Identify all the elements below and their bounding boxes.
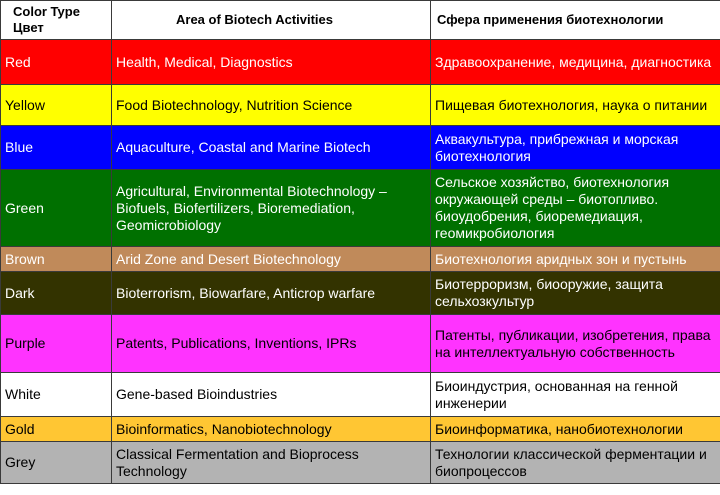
header-row [1, 1, 720, 40]
cell-area-ru: Здравоохранение, медицина, диагностика [431, 40, 720, 85]
cell-area-ru: Патенты, публикации, изобретения, права на интеллектуальную собственность [431, 315, 720, 373]
table-row [1, 126, 720, 170]
cell-color-type: Blue [1, 126, 112, 170]
header-area: Area of Biotech Activities [112, 1, 431, 40]
cell-area-ru: Пищевая биотехнология, наука о питании [431, 85, 720, 126]
cell-area-ru: Биоинформатика, нанобиотехнологии [431, 417, 720, 442]
cell-area-ru: Биоиндустрия, основанная на генной инженерии [431, 373, 720, 417]
cell-area-ru: Аквакультура, прибрежная и морская биотехнология [431, 126, 720, 170]
cell-area-ru: Сельское хозяйство, биотехнология окружающей среды – биотопливо. биоудобрения, биоремедиация, геомикробиология [431, 170, 720, 247]
cell-color-type: White [1, 373, 112, 417]
cell-area: Classical Fermentation and Bioprocess Technology [112, 442, 431, 484]
table-header [1, 1, 720, 40]
cell-color-type: Yellow [1, 85, 112, 126]
header-color-type-en: Color Type [13, 4, 80, 19]
cell-area-ru: Биотерроризм, биооружие, защита сельхозкультур [431, 272, 720, 315]
cell-color-type: Brown [1, 247, 112, 272]
cell-area: Arid Zone and Desert Biotechnology [112, 247, 431, 272]
table-body [1, 40, 720, 484]
cell-area: Gene-based Bioindustries [112, 373, 431, 417]
table-row [1, 85, 720, 126]
table-row [1, 247, 720, 272]
cell-area: Health, Medical, Diagnostics [112, 40, 431, 85]
cell-color-type: Gold [1, 417, 112, 442]
cell-color-type: Dark [1, 272, 112, 315]
header-color-type [1, 1, 112, 40]
cell-color-type: Green [1, 170, 112, 247]
cell-area: Patents, Publications, Inventions, IPRs [112, 315, 431, 373]
header-area-ru: Сфера применения биотехнологии [431, 1, 720, 40]
cell-area: Food Biotechnology, Nutrition Science [112, 85, 431, 126]
table-row [1, 373, 720, 417]
cell-color-type: Purple [1, 315, 112, 373]
table-row [1, 272, 720, 315]
cell-color-type: Grey [1, 442, 112, 484]
cell-area: Agricultural, Environmental Biotechnology – Biofuels, Biofertilizers, Bioremediation, Geomicrobiology [112, 170, 431, 247]
header-color-type-ru: Цвет [13, 20, 44, 35]
cell-area: Bioinformatics, Nanobiotechnology [112, 417, 431, 442]
table-row [1, 40, 720, 85]
table-row [1, 442, 720, 484]
table-row [1, 417, 720, 442]
table-row [1, 170, 720, 247]
cell-color-type: Red [1, 40, 112, 85]
cell-area-ru: Технологии классической ферментации и биопроцессов [431, 442, 720, 484]
cell-area: Bioterrorism, Biowarfare, Anticrop warfare [112, 272, 431, 315]
cell-area: Aquaculture, Coastal and Marine Biotech [112, 126, 431, 170]
cell-area-ru: Биотехнология аридных зон и пустынь [431, 247, 720, 272]
table-row [1, 315, 720, 373]
